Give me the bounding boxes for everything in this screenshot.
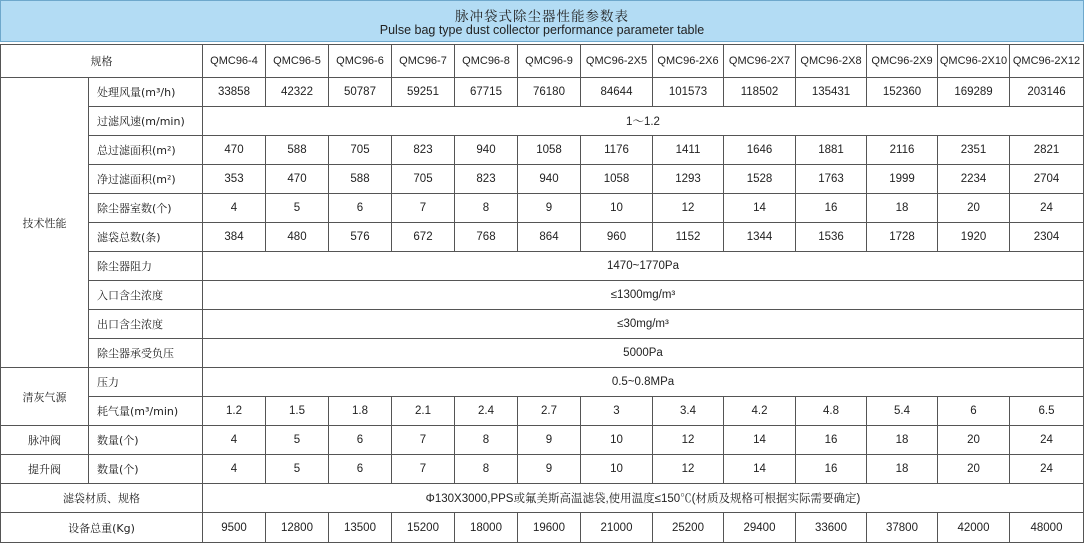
table-title-bar bbox=[0, 0, 1084, 42]
row-pulse-valve bbox=[1, 426, 1084, 455]
group-tech: 技术性能 bbox=[1, 78, 89, 368]
cell: 10 bbox=[581, 455, 653, 484]
cell: 33600 bbox=[796, 513, 867, 543]
cell: 42000 bbox=[938, 513, 1010, 543]
group-lift-valve: 提升阀 bbox=[1, 455, 89, 484]
header-row bbox=[1, 45, 1084, 78]
cell: 152360 bbox=[867, 78, 938, 107]
cell: 672 bbox=[392, 223, 455, 252]
cell: 6.5 bbox=[1010, 397, 1084, 426]
cell: 864 bbox=[518, 223, 581, 252]
cell: 33858 bbox=[203, 78, 266, 107]
cell: 101573 bbox=[653, 78, 724, 107]
cell: 25200 bbox=[653, 513, 724, 543]
group-cleaning: 清灰气源 bbox=[1, 368, 89, 426]
cell: 2116 bbox=[867, 136, 938, 165]
model-header: QMC96-9 bbox=[518, 45, 581, 78]
model-header: QMC96-2X7 bbox=[724, 45, 796, 78]
cell: 384 bbox=[203, 223, 266, 252]
cell: 9500 bbox=[203, 513, 266, 543]
row-outlet bbox=[1, 310, 1084, 339]
cell: 10 bbox=[581, 194, 653, 223]
cell: 1411 bbox=[653, 136, 724, 165]
cell: 1536 bbox=[796, 223, 867, 252]
row-net-area bbox=[1, 165, 1084, 194]
cell: 4.8 bbox=[796, 397, 867, 426]
cell: 16 bbox=[796, 426, 867, 455]
cell: 2.1 bbox=[392, 397, 455, 426]
cell: 6 bbox=[938, 397, 1010, 426]
row-pressure bbox=[1, 368, 1084, 397]
row-air-volume bbox=[1, 78, 1084, 107]
cell: 19600 bbox=[518, 513, 581, 543]
model-header: QMC96-6 bbox=[329, 45, 392, 78]
cell: 13500 bbox=[329, 513, 392, 543]
row-air-consumption bbox=[1, 397, 1084, 426]
cell: 18 bbox=[867, 194, 938, 223]
row-label: 压力 bbox=[89, 368, 203, 397]
cell: 24 bbox=[1010, 455, 1084, 484]
cell: 705 bbox=[392, 165, 455, 194]
cell: 4 bbox=[203, 426, 266, 455]
cell: 6 bbox=[329, 426, 392, 455]
cell: 24 bbox=[1010, 426, 1084, 455]
row-label: 耗气量(m³/min) bbox=[89, 397, 203, 426]
cell: 1728 bbox=[867, 223, 938, 252]
cell: 29400 bbox=[724, 513, 796, 543]
cell: 470 bbox=[203, 136, 266, 165]
row-label: 过滤风速(m/min) bbox=[89, 107, 203, 136]
spec-label: 规格 bbox=[1, 45, 203, 78]
cell: 5.4 bbox=[867, 397, 938, 426]
cell: 1999 bbox=[867, 165, 938, 194]
cell: 67715 bbox=[455, 78, 518, 107]
cell: 2821 bbox=[1010, 136, 1084, 165]
cell: 14 bbox=[724, 426, 796, 455]
model-header: QMC96-2X9 bbox=[867, 45, 938, 78]
cell: 7 bbox=[392, 194, 455, 223]
merged-cell: 1470~1770Pa bbox=[203, 252, 1084, 281]
row-label: 净过滤面积(m²) bbox=[89, 165, 203, 194]
cell: 24 bbox=[1010, 194, 1084, 223]
merged-cell: 5000Pa bbox=[203, 339, 1084, 368]
row-filter-speed bbox=[1, 107, 1084, 136]
cell: 2304 bbox=[1010, 223, 1084, 252]
cell: 14 bbox=[724, 194, 796, 223]
cell: 3.4 bbox=[653, 397, 724, 426]
cell: 135431 bbox=[796, 78, 867, 107]
cell: 1.2 bbox=[203, 397, 266, 426]
cell: 18 bbox=[867, 455, 938, 484]
cell: 48000 bbox=[1010, 513, 1084, 543]
merged-cell: Φ130X3000,PPS或氟美斯高温滤袋,使用温度≤150℃(材质及规格可根据实际需要确定) bbox=[203, 484, 1084, 513]
cell: 59251 bbox=[392, 78, 455, 107]
cell: 470 bbox=[266, 165, 329, 194]
model-header: QMC96-7 bbox=[392, 45, 455, 78]
cell: 7 bbox=[392, 455, 455, 484]
cell: 768 bbox=[455, 223, 518, 252]
cell: 84644 bbox=[581, 78, 653, 107]
cell: 5 bbox=[266, 455, 329, 484]
cell: 1646 bbox=[724, 136, 796, 165]
cell: 1344 bbox=[724, 223, 796, 252]
cell: 20 bbox=[938, 455, 1010, 484]
row-label: 总过滤面积(m²) bbox=[89, 136, 203, 165]
cell: 50787 bbox=[329, 78, 392, 107]
row-chambers bbox=[1, 194, 1084, 223]
title-english: Pulse bag type dust collector performance parameter table bbox=[379, 23, 705, 37]
title-chinese: 脉冲袋式除尘器性能参数表 bbox=[455, 9, 629, 25]
row-label: 除尘器室数(个) bbox=[89, 194, 203, 223]
cell: 1058 bbox=[518, 136, 581, 165]
cell: 1.5 bbox=[266, 397, 329, 426]
cell: 960 bbox=[581, 223, 653, 252]
cell: 705 bbox=[329, 136, 392, 165]
cell: 203146 bbox=[1010, 78, 1084, 107]
merged-cell: 1～1.2 bbox=[203, 107, 1084, 136]
cell: 20 bbox=[938, 426, 1010, 455]
row-label: 数量(个) bbox=[89, 426, 203, 455]
cell: 76180 bbox=[518, 78, 581, 107]
cell: 16 bbox=[796, 455, 867, 484]
cell: 118502 bbox=[724, 78, 796, 107]
model-header: QMC96-2X10 bbox=[938, 45, 1010, 78]
row-label: 滤袋总数(条) bbox=[89, 223, 203, 252]
cell: 6 bbox=[329, 194, 392, 223]
cell: 12800 bbox=[266, 513, 329, 543]
row-bag-material bbox=[1, 484, 1084, 513]
cell: 12 bbox=[653, 194, 724, 223]
row-lift-valve bbox=[1, 455, 1084, 484]
row-label-merged: 滤袋材质、规格 bbox=[1, 484, 203, 513]
cell: 5 bbox=[266, 194, 329, 223]
cell: 2704 bbox=[1010, 165, 1084, 194]
model-header: QMC96-5 bbox=[266, 45, 329, 78]
model-header: QMC96-8 bbox=[455, 45, 518, 78]
cell: 940 bbox=[455, 136, 518, 165]
row-label: 出口含尘浓度 bbox=[89, 310, 203, 339]
cell: 576 bbox=[329, 223, 392, 252]
cell: 8 bbox=[455, 455, 518, 484]
model-header: QMC96-2X6 bbox=[653, 45, 724, 78]
cell: 10 bbox=[581, 426, 653, 455]
row-inlet bbox=[1, 281, 1084, 310]
cell: 4 bbox=[203, 194, 266, 223]
model-header: QMC96-2X8 bbox=[796, 45, 867, 78]
cell: 3 bbox=[581, 397, 653, 426]
cell: 2.7 bbox=[518, 397, 581, 426]
row-label: 除尘器承受负压 bbox=[89, 339, 203, 368]
row-label: 除尘器阻力 bbox=[89, 252, 203, 281]
row-pressure-bear bbox=[1, 339, 1084, 368]
merged-cell: ≤1300mg/m³ bbox=[203, 281, 1084, 310]
cell: 42322 bbox=[266, 78, 329, 107]
cell: 5 bbox=[266, 426, 329, 455]
cell: 1763 bbox=[796, 165, 867, 194]
row-label-merged: 设备总重(Kg) bbox=[1, 513, 203, 543]
cell: 1058 bbox=[581, 165, 653, 194]
model-header: QMC96-2X5 bbox=[581, 45, 653, 78]
cell: 823 bbox=[392, 136, 455, 165]
cell: 9 bbox=[518, 426, 581, 455]
row-weight bbox=[1, 513, 1084, 543]
cell: 14 bbox=[724, 455, 796, 484]
cell: 588 bbox=[329, 165, 392, 194]
cell: 8 bbox=[455, 194, 518, 223]
cell: 823 bbox=[455, 165, 518, 194]
cell: 6 bbox=[329, 455, 392, 484]
cell: 1152 bbox=[653, 223, 724, 252]
cell: 940 bbox=[518, 165, 581, 194]
parameter-table bbox=[0, 44, 1084, 543]
model-header: QMC96-4 bbox=[203, 45, 266, 78]
cell: 1881 bbox=[796, 136, 867, 165]
cell: 21000 bbox=[581, 513, 653, 543]
row-total-area bbox=[1, 136, 1084, 165]
cell: 4 bbox=[203, 455, 266, 484]
cell: 1293 bbox=[653, 165, 724, 194]
model-header: QMC96-2X12 bbox=[1010, 45, 1084, 78]
cell: 9 bbox=[518, 455, 581, 484]
cell: 37800 bbox=[867, 513, 938, 543]
merged-cell: 0.5~0.8MPa bbox=[203, 368, 1084, 397]
row-label: 处理风量(m³/h) bbox=[89, 78, 203, 107]
cell: 4.2 bbox=[724, 397, 796, 426]
cell: 15200 bbox=[392, 513, 455, 543]
cell: 1.8 bbox=[329, 397, 392, 426]
cell: 18 bbox=[867, 426, 938, 455]
cell: 480 bbox=[266, 223, 329, 252]
cell: 353 bbox=[203, 165, 266, 194]
group-pulse-valve: 脉冲阀 bbox=[1, 426, 89, 455]
cell: 20 bbox=[938, 194, 1010, 223]
cell: 9 bbox=[518, 194, 581, 223]
cell: 2.4 bbox=[455, 397, 518, 426]
cell: 2234 bbox=[938, 165, 1010, 194]
cell: 7 bbox=[392, 426, 455, 455]
cell: 588 bbox=[266, 136, 329, 165]
row-label: 数量(个) bbox=[89, 455, 203, 484]
cell: 8 bbox=[455, 426, 518, 455]
row-label: 入口含尘浓度 bbox=[89, 281, 203, 310]
cell: 1528 bbox=[724, 165, 796, 194]
cell: 16 bbox=[796, 194, 867, 223]
row-bags bbox=[1, 223, 1084, 252]
cell: 2351 bbox=[938, 136, 1010, 165]
cell: 169289 bbox=[938, 78, 1010, 107]
cell: 12 bbox=[653, 426, 724, 455]
cell: 12 bbox=[653, 455, 724, 484]
cell: 1176 bbox=[581, 136, 653, 165]
row-resistance bbox=[1, 252, 1084, 281]
merged-cell: ≤30mg/m³ bbox=[203, 310, 1084, 339]
cell: 1920 bbox=[938, 223, 1010, 252]
cell: 18000 bbox=[455, 513, 518, 543]
